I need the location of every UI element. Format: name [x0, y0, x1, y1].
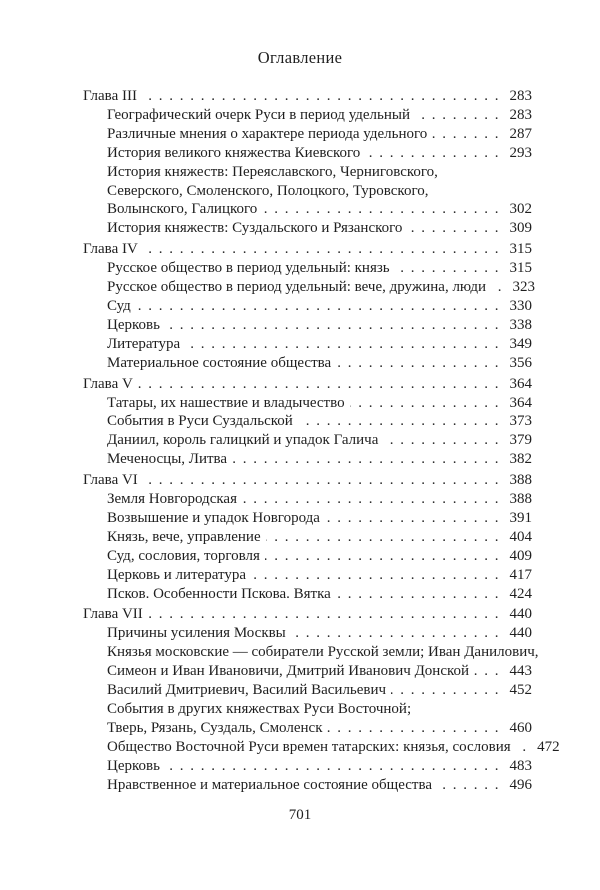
toc-entry-page: 483 — [509, 757, 532, 774]
toc-entry-label: Даниил, король галицкий и упадок Галича — [107, 432, 379, 449]
toc-entry-label: История великого княжества Киевского — [107, 144, 361, 161]
toc-entry-page: 302 — [509, 201, 532, 218]
toc-entry-label: Князья московские — собиратели Русской земли; Иван Данилович, — [107, 644, 539, 661]
toc-entry — [83, 585, 532, 604]
dot-leader — [298, 412, 500, 431]
toc-entry-page: 409 — [509, 547, 532, 564]
toc-entry — [83, 738, 560, 757]
toc-entry — [83, 106, 532, 125]
toc-entry-page: 349 — [509, 335, 532, 352]
page-title: Оглавление — [257, 48, 343, 67]
toc-entry — [83, 662, 532, 681]
dot-leader — [165, 316, 500, 335]
toc-entry-page: 452 — [509, 682, 532, 699]
toc-entry-label: Тверь, Рязань, Суздаль, Смоленск — [107, 719, 323, 736]
toc-entry — [83, 566, 532, 585]
toc-entry-label: Литература — [107, 335, 181, 352]
toc-entry-page: 287 — [509, 125, 532, 142]
page-number: 701 — [288, 807, 312, 823]
toc-entry-label: Симеон и Иван Ивановичи, Дмитрий Иванович Донской — [107, 663, 470, 680]
toc-entry — [83, 163, 532, 182]
toc-entry — [83, 450, 532, 469]
toc-entry — [83, 297, 532, 316]
toc-entry — [83, 757, 532, 776]
toc-entry-page: 309 — [509, 220, 532, 237]
dot-leader — [516, 738, 528, 757]
dot-leader — [391, 681, 500, 700]
toc-entry — [83, 719, 532, 738]
toc-entry — [83, 125, 532, 144]
toc-entry-page: 440 — [509, 625, 532, 642]
toc-entry — [83, 547, 532, 566]
dot-leader — [327, 719, 500, 738]
dot-leader — [336, 354, 500, 373]
toc-entry-label: Глава III — [83, 88, 137, 104]
toc-entry — [83, 182, 532, 201]
toc-entry-page: 373 — [509, 413, 532, 430]
dot-leader — [251, 566, 500, 585]
dot-leader — [262, 200, 500, 219]
toc-entry-label: Василий Дмитриевич, Василий Васильевич — [107, 682, 387, 699]
toc-entry-label: Глава VII — [83, 606, 143, 623]
dot-leader — [148, 605, 500, 624]
dot-leader — [291, 624, 500, 643]
toc-entry — [83, 490, 532, 509]
toc-entry-page: 472 — [537, 738, 560, 755]
toc-entry-label: События в Руси Суздальской — [107, 413, 293, 430]
toc-entry — [83, 643, 539, 662]
toc-entry-page: 460 — [509, 719, 532, 736]
toc-entry-label: Общество Восточной Руси времен татарских: князья, сословия — [107, 738, 511, 755]
toc-entry — [83, 681, 532, 700]
toc-entry-label: История княжеств: Суздальского и Рязанского — [107, 220, 403, 237]
toc-entry-label: Русское общество в период удельный: вече, дружина, люди — [107, 279, 487, 296]
table-of-contents — [83, 85, 560, 795]
dot-leader — [143, 471, 500, 490]
toc-entry — [83, 316, 532, 335]
dot-leader — [415, 106, 500, 125]
toc-entry-label: Глава IV — [83, 241, 138, 258]
toc-entry-label: Причины усиления Москвы — [107, 625, 286, 642]
toc-entry-label: Нравственное и материальное состояние общества — [107, 776, 432, 793]
toc-entry — [83, 200, 532, 219]
toc-entry-label: Волынского, Галицкого — [107, 201, 258, 218]
toc-entry — [83, 219, 532, 238]
toc-entry — [83, 700, 532, 719]
toc-entry-page: 323 — [512, 279, 536, 296]
toc-entry-label: Различные мнения о характере периода удельного — [107, 125, 428, 142]
toc-entry-label: Псков. Особенности Пскова. Вятка — [107, 585, 331, 602]
toc-entry-label: Возвышение и упадок Новгорода — [107, 509, 320, 526]
toc-entry — [83, 776, 532, 795]
dot-leader — [242, 490, 500, 509]
toc-entry-label: Земля Новгородская — [107, 491, 237, 508]
toc-entry — [83, 375, 532, 394]
dot-leader — [142, 87, 500, 106]
toc-entry-page: 424 — [509, 585, 532, 602]
toc-entry-label: Глава VI — [83, 472, 138, 489]
toc-entry-label: События в других княжествах Руси Восточной; — [107, 701, 412, 717]
dot-leader — [136, 297, 500, 316]
toc-entry — [83, 431, 532, 450]
toc-entry-page: 330 — [509, 297, 532, 314]
toc-entry — [83, 471, 532, 490]
toc-entry — [83, 240, 532, 259]
toc-entry — [83, 144, 532, 163]
toc-entry-page: 440 — [509, 606, 532, 623]
toc-entry-page: 364 — [509, 394, 532, 411]
toc-entry-label: Географический очерк Руси в период удельный — [107, 106, 410, 123]
toc-entry-page: 391 — [509, 509, 532, 526]
toc-entry — [83, 335, 532, 354]
dot-leader — [165, 757, 500, 776]
dot-leader — [395, 259, 500, 278]
dot-leader — [325, 509, 500, 528]
dot-leader — [474, 662, 500, 681]
toc-entry — [83, 87, 532, 106]
dot-leader — [407, 219, 500, 238]
toc-entry-label: Церковь — [107, 757, 160, 774]
toc-entry-label: Церковь — [107, 316, 160, 333]
toc-entry — [83, 528, 532, 547]
toc-entry-page: 382 — [509, 451, 532, 468]
toc-entry-page: 496 — [509, 776, 532, 793]
toc-entry-label: Меченосцы, Литва — [107, 451, 228, 468]
toc-entry-page: 283 — [509, 88, 532, 104]
toc-entry-label: Татары, их нашествие и владычество — [107, 394, 345, 411]
toc-entry-page: 388 — [509, 472, 532, 489]
dot-leader — [383, 431, 500, 450]
dot-leader — [185, 335, 500, 354]
toc-entry-label: Северского, Смоленского, Полоцкого, Туровского, — [107, 182, 429, 199]
toc-entry-page: 293 — [509, 144, 532, 161]
toc-entry-label: Суд — [107, 297, 131, 314]
toc-entry-label: Церковь и литература — [107, 566, 246, 583]
dot-leader — [350, 394, 500, 413]
dot-leader — [365, 144, 500, 163]
toc-entry-label: История княжеств: Переяславского, Черниговского, — [107, 163, 438, 180]
dot-leader — [432, 125, 500, 144]
dot-leader — [266, 528, 500, 547]
toc-entry-page: 364 — [509, 375, 532, 392]
dot-leader — [437, 776, 500, 795]
toc-entry-page: 338 — [509, 316, 532, 333]
toc-entry — [83, 278, 536, 297]
toc-entry-page: 283 — [509, 106, 532, 123]
toc-entry-label: Глава V — [83, 375, 133, 392]
toc-entry-page: 356 — [509, 354, 532, 371]
toc-entry — [83, 624, 532, 643]
dot-leader — [143, 240, 500, 259]
dot-leader — [265, 547, 500, 566]
dot-leader — [138, 375, 500, 394]
toc-entry — [83, 509, 532, 528]
toc-entry-page: 417 — [509, 566, 532, 583]
toc-entry-label: Князь, вече, управление — [107, 528, 261, 545]
toc-entry-page: 315 — [509, 260, 532, 277]
toc-entry — [83, 259, 532, 278]
toc-entry-page: 404 — [509, 528, 532, 545]
dot-leader — [336, 585, 500, 604]
toc-entry — [83, 605, 532, 624]
toc-entry-label: Материальное состояние общества — [107, 354, 332, 371]
toc-entry-label: Суд, сословия, торговля — [107, 547, 260, 564]
toc-entry-page: 443 — [509, 663, 532, 680]
dot-leader — [491, 278, 503, 297]
toc-entry — [83, 394, 532, 413]
toc-entry-label: Русское общество в период удельный: князь — [107, 260, 390, 277]
toc-entry-page: 379 — [509, 432, 532, 449]
toc-entry — [83, 412, 532, 431]
toc-entry-page: 388 — [509, 491, 532, 508]
toc-entry — [83, 354, 532, 373]
toc-entry-page: 315 — [509, 241, 532, 258]
dot-leader — [232, 450, 500, 469]
